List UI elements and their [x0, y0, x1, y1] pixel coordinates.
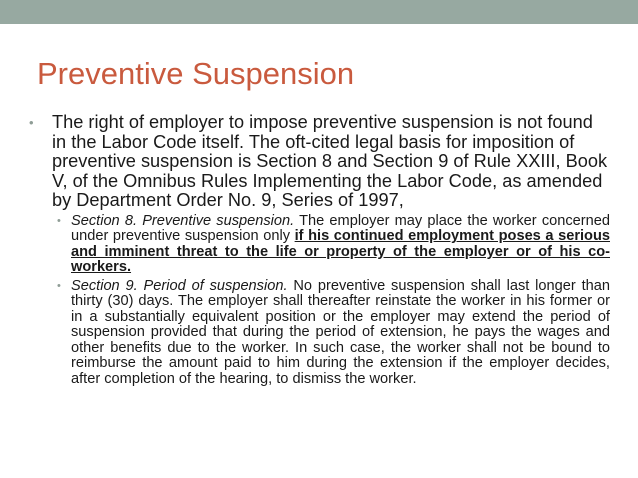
bullet-marker-icon: •	[29, 115, 34, 130]
sub-bullet-section-9	[26, 279, 610, 388]
sub-bullet-section-8	[26, 214, 610, 276]
top-accent-bar	[0, 0, 638, 24]
main-bullet	[26, 113, 610, 211]
slide-title: Preventive Suspension	[37, 56, 355, 91]
slide-content	[26, 113, 610, 387]
section-8-heading: Section 8. Preventive suspension.	[71, 212, 295, 229]
section-8-text: The employer may place the worker concerned under preventive suspension only	[71, 212, 610, 245]
main-bullet-text: The right of employer to impose preventive suspension is not found in the Labor Code itself. The oft-cited legal basis for imposition of preventive suspension is Section 8 and Section 9 of Rule XXIII, Book V, of the Omnibus Rules Implementing the Labor Code, as amended by Department Order No. 9, Series of 1997,	[52, 112, 608, 211]
section-8-emphasis: if his continued employment poses a serious and imminent threat to the life or property of the employer or of his co-workers.	[71, 228, 610, 276]
bullet-marker-icon: •	[57, 214, 61, 227]
section-9-text: No preventive suspension shall last longer than thirty (30) days. The employer shall thereafter reinstate the worker in his former or in a substantially equivalent position or the employer may extend the period of suspension provided that during the period of extension, he pays the wages and other benefits due to the worker. In such case, the worker shall not be bound to reimburse the amount paid to him during the extension if the employer decides, after completion of the hearing, to dismiss the worker.	[71, 277, 610, 387]
bullet-marker-icon: •	[57, 279, 61, 292]
sub-bullet-list	[26, 214, 610, 388]
section-9-heading: Section 9. Period of suspension.	[71, 277, 288, 294]
